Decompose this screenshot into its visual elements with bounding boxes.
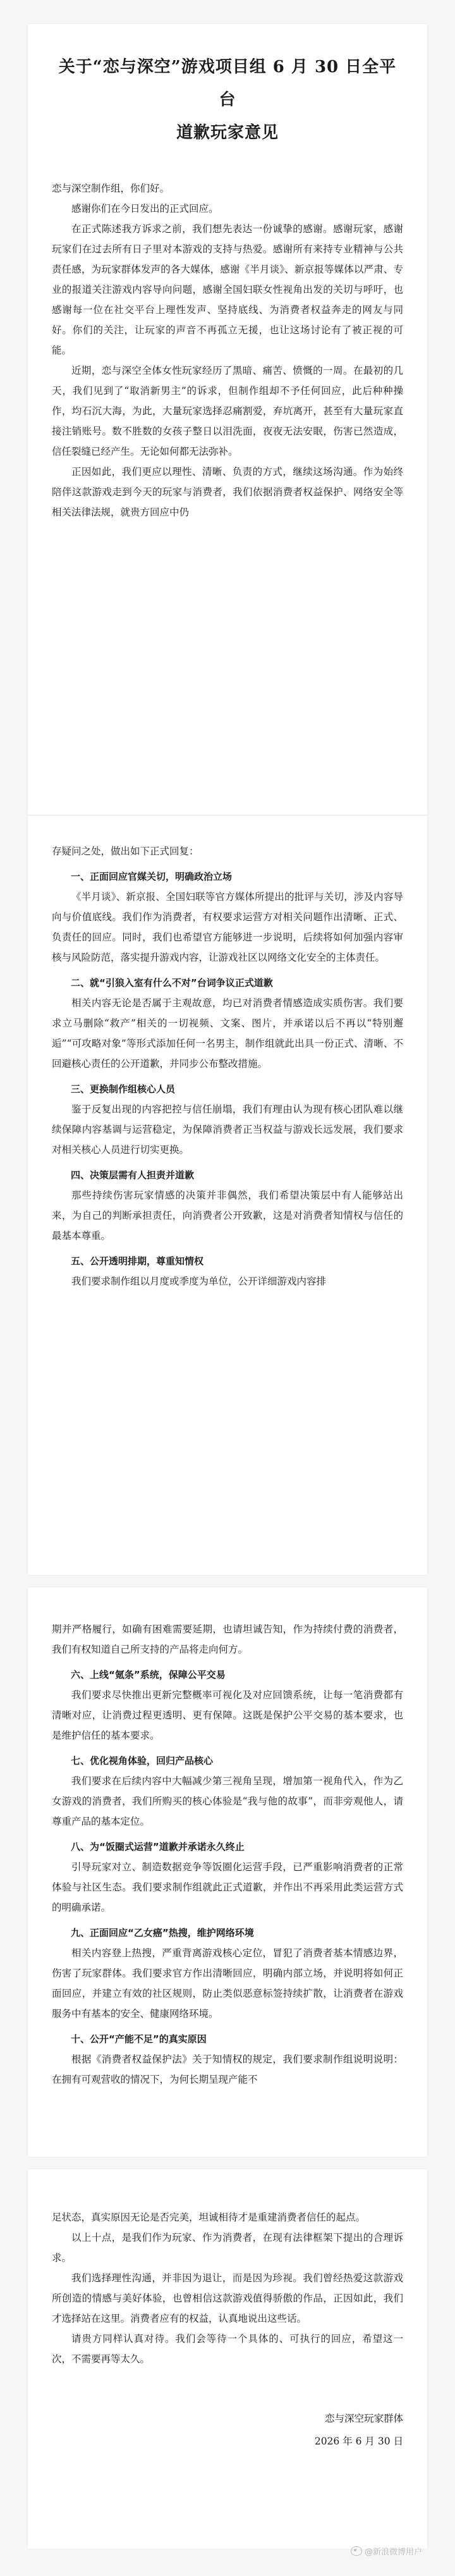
letter-page-4 xyxy=(28,2169,427,2549)
weibo-logo-icon xyxy=(351,2546,362,2556)
section-heading-1: 一、正面回应官媒关切，明确政治立场 xyxy=(71,871,233,882)
section-body-9: 相关内容登上热搜，严重背离游戏核心定位，冒犯了消费者基本情感边界，伤害了玩家群体。我们要求官方作出清晰回应，明确内部立场，并说明将如何正面回应，并建立有效的社区规则，防止类似恶意标签持续扩散，让消费者在游戏服务中有基本的安全、健康网络环境。 xyxy=(52,1947,403,2019)
section-body-6: 我们要求尽快推出更新完整概率可视化及对应回馈系统，让每一笔消费都有清晰对应，让消费过程更透明、更有保障。这既是保护公平交易的基本要求，也是维护信任的基本要求。 xyxy=(52,1689,403,1741)
section-body-4: 那些持续伤害玩家情感的决策并非偶然，我们希望决策层中有人能够站出来，为自己的判断承担责任，向消费者公开致歉，这是对消费者知情权与信任的最基本尊重。 xyxy=(52,1190,403,1242)
transition-line: 存疑问之处，做出如下正式回复： xyxy=(52,846,199,857)
section-body-7: 我们要求在后续内容中大幅减少第三视角呈现，增加第一视角代入，作为乙女游戏的消费者，我们所购买的核心体验是“我与他的故事”，而非旁观他人，请尊重产品的基本定位。 xyxy=(52,1775,403,1827)
signature-org: 恋与深空玩家群体 xyxy=(324,2413,403,2424)
closing-paragraph-2: 以上十点，是我们作为玩家、作为消费者，在现有法律框架下提出的合理诉求。 xyxy=(52,2232,403,2264)
section-body-1: 《半月谈》、新京报、全国妇联等官方媒体所提出的批评与关切，涉及内容导向与价值底线。我们作为消费者，有权要求运营方对相关问题作出清晰、正式、负责任的回应。同时，我们也希望官方能够进一步说明，后续将如何加强内容审核与风险防范，落实提升游戏内容，让游戏社区以网络文化安全的主体责任。 xyxy=(52,891,403,963)
signature-block xyxy=(52,2407,403,2453)
section-body-5: 我们要求制作组以月度或季度为单位，公开详细游戏内容排 xyxy=(71,1276,327,1287)
closing-paragraph-3: 我们选择理性沟通，并非因为退让，而是因为珍视。我们曾经热爱这款游戏所创造的情感与美好体验，也曾相信这款游戏值得骄傲的作品，正因如此，我们才选择站在这里。消费者应有的权益，认真地说出这些话。 xyxy=(52,2272,403,2324)
letter-page-3 xyxy=(28,1587,427,2157)
watermark-text: @新浪微博用户 xyxy=(364,2548,422,2557)
signature-date: 2026 年 6 月 30 日 xyxy=(314,2436,403,2447)
closing-paragraph-4: 请贵方同样认真对待。我们会等待一个具体的、可执行的回应，希望这一次，不需要再等太久。 xyxy=(52,2333,403,2365)
section-heading-10: 十、公开“产能不足”的真实原因 xyxy=(71,2033,207,2045)
section-heading-6: 六、上线“氪条”系统，保障公平交易 xyxy=(71,1669,226,1680)
section-body-2: 相关内容无论是否属于主观故意，均已对消费者情感造成实质伤害。我们要求立马删除“救产”相关的一切视频、文案、图片，并承诺以后不再以“特别邂逅”“可攻略对象”等形式添加任何一名男主，制作组就此出具一份正式、清晰、不回避核心责任的公开道歉，并同步公布整改措施。 xyxy=(52,997,403,1069)
section-body-10: 根据《消费者权益保护法》关于知情权的规定，我们要求制作组说明说明：在拥有可观营收的情况下，为何长期呈现产能不 xyxy=(52,2054,403,2085)
letter-page-2 xyxy=(28,816,427,1575)
section-heading-7: 七、优化视角体验，回归产品核心 xyxy=(71,1755,214,1766)
intro-paragraph-1: 感谢你们在今日发出的正式回应。 xyxy=(71,203,219,214)
section-heading-4: 四、决策层需有人担责并道歉 xyxy=(71,1169,195,1181)
section-heading-5: 五、公开透明排期，尊重知情权 xyxy=(71,1255,204,1267)
letter-page-1 xyxy=(28,24,427,815)
section-heading-9: 九、正面回应“乙女癌”热搜，维护网络环境 xyxy=(71,1927,254,1938)
section-body-3: 鉴于反复出现的内容把控与信任崩塌，我们有理由认为现有核心团队难以继续保障内容基调与运营稳定，为保障消费者正当权益与游戏长远发展，我们要求对相关核心人员进行切实更换。 xyxy=(52,1104,403,1156)
section-heading-8: 八、为“饭圈式运营”道歉并承诺永久终止 xyxy=(71,1841,245,1852)
title-line-2: 道歉玩家意见 xyxy=(176,123,279,142)
page2-lead: 期并严格履行，如确有困难需要延期，也请坦诚告知，作为持续付费的消费者，我们有权知道自己所支持的产品将走向何方。 xyxy=(52,1624,403,1655)
section-body-8: 引导玩家对立、制造数据竞争等饭圈化运营手段，已严重影响消费者的正常体验与社区生态。我们要求制作组就此正式道歉，并作出不再采用此类运营方式的明确承诺。 xyxy=(52,1861,403,1913)
salutation: 恋与深空制作组，你们好。 xyxy=(52,183,170,194)
intro-paragraph-2: 在正式陈述我方诉求之前，我们想先表达一份诚挚的感谢。感谢玩家，感谢玩家们在过去所有日子里对本游戏的支持与热爱。感谢所有来持专业精神与公共责任感，为玩家群体发声的各大媒体，感谢《半月谈》、新京报等媒体以严肃、专业的报道关注游戏内容导向问题，感谢全国妇联女性视角出发的关切与呼吁，也感谢每一位在社交平台上理性发声、坚持底线、为消费者权益奔走的网友与同好。你们的关注，让玩家的声音不再孤立无援，也让这场讨论有了被正视的可能。 xyxy=(52,223,403,356)
weibo-watermark xyxy=(351,2545,422,2557)
intro-paragraph-4: 正因如此，我们更应以理性、清晰、负责的方式，继续这场沟通。作为始终陪伴这款游戏走到今天的玩家与消费者，我们依据消费者权益保护、网络安全等相关法律法规，就贵方回应中仍 xyxy=(52,466,403,518)
intro-paragraph-3: 近期，恋与深空全体女性玩家经历了黑暗、痛苦、愤慨的一周。在最初的几天，我们见到了“取消新男主”的诉求，但制作组却不予任何回应，此后种种操作，均石沉大海，为此，大量玩家选择忍痛割爱，弃坑离开，甚至有大量玩家直接注销账号。数不胜数的女孩子整日以泪洗面，夜夜无法安眠，伤害已然造成，信任裂缝已经产生。无论如何都无法弥补。 xyxy=(52,365,403,457)
title-line-1: 关于“恋与深空”游戏项目组 6 月 30 日全平台 xyxy=(58,58,397,109)
section-heading-2: 二、就“引狼入室有什么不对”台词争议正式道歉 xyxy=(71,977,273,989)
section-heading-3: 三、更换制作组核心人员 xyxy=(71,1083,176,1095)
closing-paragraph-1: 足状态，真实原因无论是否完美，坦诚相待才是重建消费者信任的起点。 xyxy=(52,2212,366,2223)
letter-title xyxy=(52,51,403,149)
